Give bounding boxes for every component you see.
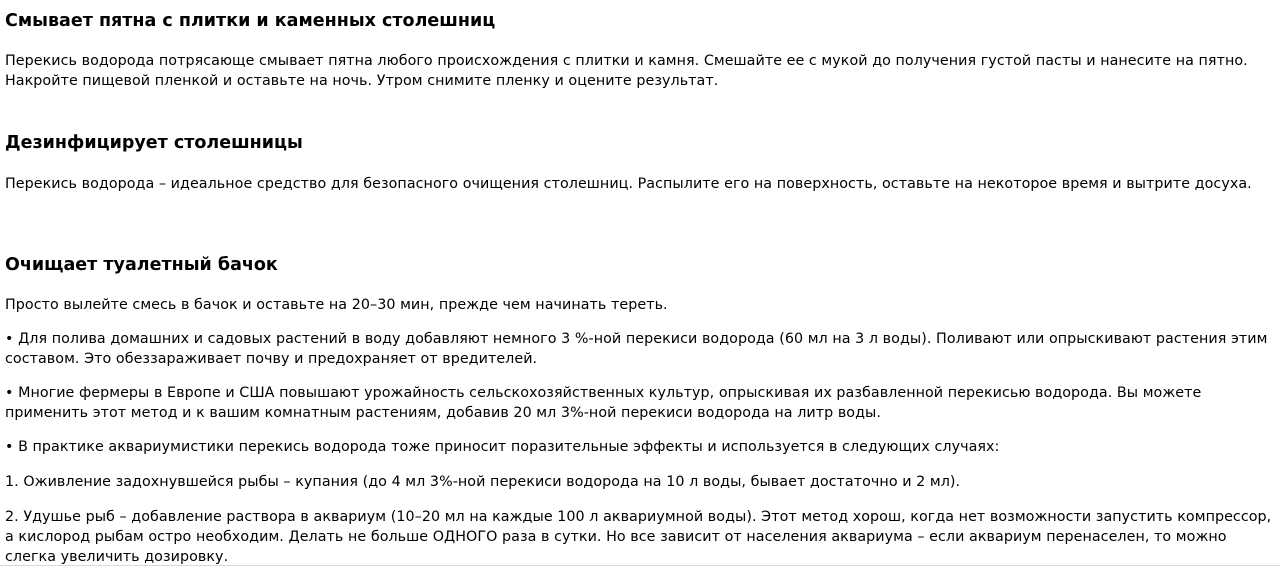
section-heading-toilet: Очищает туалетный бачок [5, 255, 278, 275]
bullet-paragraph-aquarium: • В практике аквариумистики перекись водорода тоже приносит поразительные эффекты и используется в следующих случаях: [5, 439, 1000, 455]
bottom-divider [0, 565, 1280, 566]
section-heading-countertops: Дезинфицирует столешницы [5, 133, 303, 153]
section-paragraph-countertops: Перекись водорода – идеальное средство для безопасного очищения столешниц. Распылите его на поверхность, оставьте на некоторое время и вытрите досуха. [5, 176, 1252, 192]
section-paragraph-toilet: Просто вылейте смесь в бачок и оставьте на 20–30 мин, прежде чем начинать тереть. [5, 297, 668, 313]
numbered-paragraph-revival: 1. Оживление задохнувшейся рыбы – купания (до 4 мл 3%-ной перекиси водорода на 10 л воды, бывает достаточно и 2 мл). [5, 474, 961, 490]
section-heading-stains: Смывает пятна с плитки и каменных столешниц [5, 11, 496, 31]
bullet-paragraph-farmers: • Многие фермеры в Европе и США повышают урожайность сельскохозяйственных культур, опрыскивая их разбавленной перекисью водорода. Вы можете применить этот метод и к вашим комнатным растениям, добавив 20 мл 3%-ной перекиси водорода на литр воды. [5, 385, 1202, 421]
numbered-paragraph-suffocation: 2. Удушье рыб – добавление раствора в аквариум (10–20 мл на каждые 100 л аквариумной воды). Этот метод хорош, когда нет возможности запустить компрессор, а кислород рыбам остро необходим. Делать не больше ОДНОГО раза в сутки. Но все зависит от населения аквариума – если аквариум перенаселен, то можно слегка увеличить дозировку. [5, 509, 1272, 565]
bullet-paragraph-watering: • Для полива домашних и садовых растений в воду добавляют немного 3 %-ной перекиси водорода (60 мл на 3 л воды). Поливают или опрыскивают растения этим составом. Это обеззараживает почву и предохраняет от вредителей. [5, 331, 1268, 367]
section-paragraph-stains: Перекись водорода потрясающе смывает пятна любого происхождения с плитки и камня. Смешайте ее с мукой до получения густой пасты и нанесите на пятно. Накройте пищевой пленкой и оставьте на ночь. Утром снимите пленку и оцените результат. [5, 53, 1248, 89]
